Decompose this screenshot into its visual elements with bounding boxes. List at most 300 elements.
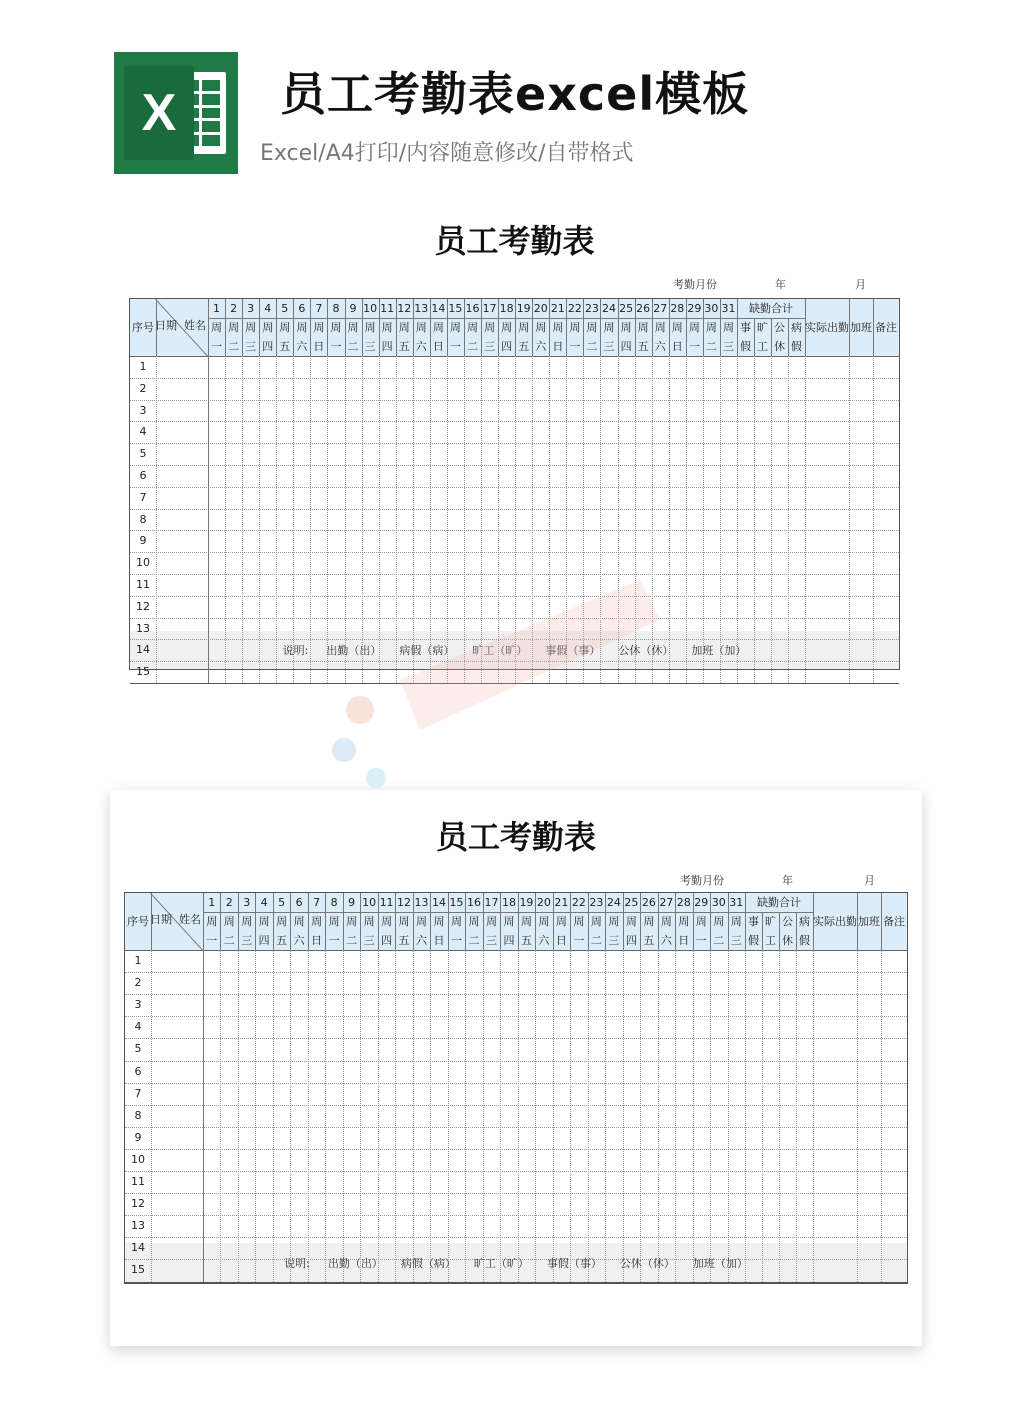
grid-line <box>796 950 797 1282</box>
grid-line <box>378 950 379 1282</box>
row-number: 13 <box>136 621 150 635</box>
page-header <box>0 0 1024 200</box>
note-item: 加班（加） <box>692 1257 748 1270</box>
month-line <box>124 862 908 892</box>
grid-line <box>125 1105 907 1106</box>
header-week-prefix: 周 <box>346 915 358 928</box>
header-week-prefix: 周 <box>660 915 672 928</box>
header-weekday: 日 <box>678 934 690 947</box>
header-day: 1 <box>213 302 221 315</box>
header-week-prefix: 周 <box>484 321 496 334</box>
header-week-prefix: 周 <box>398 321 410 334</box>
header-week-prefix: 周 <box>241 915 253 928</box>
header-weekday: 一 <box>328 934 340 947</box>
header-weekday: 一 <box>449 340 461 353</box>
header-weekday: 日 <box>433 934 445 947</box>
row-number: 5 <box>134 1042 142 1056</box>
header-weekday: 四 <box>381 340 393 353</box>
header-day: 18 <box>501 896 516 909</box>
header-actual: 实际出勤 <box>805 321 849 334</box>
row-number: 3 <box>134 998 142 1012</box>
header-day: 16 <box>465 302 480 315</box>
header-absence-type: 事 <box>740 321 751 334</box>
header-day: 10 <box>363 302 378 315</box>
note-item: 事假（事） <box>545 644 601 657</box>
header-day: 2 <box>230 302 238 315</box>
grid-line <box>762 950 763 1282</box>
attendance-table <box>124 892 908 1284</box>
header-day: 23 <box>589 896 604 909</box>
header-day: 15 <box>449 896 464 909</box>
header-week-prefix: 周 <box>228 321 240 334</box>
header-week-prefix: 周 <box>552 321 564 334</box>
grid-line <box>125 1171 907 1172</box>
row-number: 11 <box>136 578 150 591</box>
header-weekday: 一 <box>330 340 342 353</box>
header-week-prefix: 周 <box>520 915 532 928</box>
row-number: 9 <box>134 1130 142 1144</box>
header-day: 26 <box>636 302 651 315</box>
header-remark: 备注 <box>875 321 897 334</box>
note-item: 出勤（出） <box>327 1257 383 1270</box>
grid-line <box>728 950 729 1282</box>
header-weekday: 一 <box>569 340 581 353</box>
header-day: 16 <box>466 896 481 909</box>
header-weekday: 四 <box>501 340 513 353</box>
header-week-prefix: 周 <box>223 915 235 928</box>
header-day: 25 <box>619 302 634 315</box>
header-weekday: 三 <box>241 934 253 947</box>
row-number: 8 <box>134 1108 142 1122</box>
row-number: 12 <box>131 1197 145 1211</box>
grid-line <box>273 950 274 1282</box>
header-weekday: 五 <box>398 340 410 353</box>
header-weekday: 六 <box>654 340 666 353</box>
header-weekday: 一 <box>573 934 585 947</box>
grid-line <box>255 950 256 1282</box>
header-week-prefix: 周 <box>695 915 707 928</box>
note-item: 公休（休） <box>619 1257 675 1270</box>
header-day: 12 <box>397 302 412 315</box>
header-absence-type: 假 <box>748 934 759 947</box>
header-week-prefix: 周 <box>347 321 359 334</box>
attendance-sheet-2 <box>124 812 908 1284</box>
header-weekday: 一 <box>688 340 700 353</box>
header-weekday: 六 <box>296 340 308 353</box>
note-item: 公休（休） <box>618 644 674 657</box>
header-weekday: 日 <box>552 340 564 353</box>
month-line <box>129 266 900 298</box>
header-weekday: 二 <box>346 934 358 947</box>
grid-line <box>500 950 501 1282</box>
grid-line <box>125 1237 907 1238</box>
grid-line <box>553 950 554 1282</box>
note-item: 加班（加） <box>691 644 747 657</box>
grid-line <box>535 950 536 1282</box>
header-week-prefix: 周 <box>671 321 683 334</box>
header-absence-type: 病 <box>791 321 802 334</box>
header-day: 27 <box>653 302 668 315</box>
grid-line <box>570 950 571 1282</box>
row-number: 4 <box>139 425 147 439</box>
header-week-prefix: 周 <box>705 321 717 334</box>
grid-line <box>857 950 858 1282</box>
header-weekday: 六 <box>293 934 305 947</box>
header-weekday: 四 <box>620 340 632 353</box>
header-day: 8 <box>332 302 340 315</box>
month-label: 考勤月份 <box>673 278 717 291</box>
header-week-prefix: 周 <box>206 915 218 928</box>
header-week-prefix: 周 <box>468 915 480 928</box>
grid-line <box>813 950 814 1282</box>
grid-line <box>623 950 624 1282</box>
header-week-prefix: 周 <box>363 915 375 928</box>
header-weekday: 三 <box>730 934 742 947</box>
header-week-prefix: 周 <box>503 915 515 928</box>
header-weekday: 一 <box>695 934 707 947</box>
header-week-prefix: 周 <box>211 321 223 334</box>
header-day: 2 <box>225 896 233 909</box>
header-weekday: 日 <box>671 340 683 353</box>
header-day: 30 <box>704 302 719 315</box>
row-number: 15 <box>136 665 150 679</box>
header-weekday: 五 <box>637 340 649 353</box>
grid-line <box>640 950 641 1282</box>
header-week-prefix: 周 <box>381 321 393 334</box>
header-week-prefix: 周 <box>381 915 393 928</box>
grid-line <box>360 950 361 1282</box>
header-week-prefix: 周 <box>433 915 445 928</box>
header-day: 14 <box>432 896 447 909</box>
attendance-table <box>129 298 900 679</box>
header-weekday: 三 <box>363 934 375 947</box>
header-day: 31 <box>721 302 736 315</box>
header-absence-type: 工 <box>757 340 768 353</box>
grid-line <box>693 950 694 1282</box>
header-day: 8 <box>330 896 338 909</box>
row-number: 15 <box>131 1263 145 1277</box>
grid-line <box>518 950 519 1282</box>
row-number: 10 <box>131 1152 145 1166</box>
header-day: 24 <box>602 302 616 315</box>
header-week-prefix: 周 <box>620 321 632 334</box>
page-title: 员工考勤表excel模板 <box>280 67 750 121</box>
header-week-prefix: 周 <box>432 321 444 334</box>
grid-line <box>343 950 344 1282</box>
header-week-prefix: 周 <box>713 915 725 928</box>
row-number: 6 <box>139 469 147 482</box>
header-day: 13 <box>414 302 429 315</box>
header-day: 27 <box>659 896 674 909</box>
header-absence-type: 假 <box>740 340 751 353</box>
grid-line <box>125 1149 907 1150</box>
header-week-prefix: 周 <box>245 321 257 334</box>
header-name: 姓名 <box>184 318 206 332</box>
header-weekday: 二 <box>586 340 598 353</box>
header-weekday: 二 <box>228 340 240 353</box>
header-weekday: 五 <box>520 934 532 947</box>
excel-icon: X <box>141 84 177 142</box>
header-seq: 序号 <box>132 321 154 334</box>
header-day: 20 <box>536 896 551 909</box>
header-day: 29 <box>694 896 709 909</box>
grid-line <box>308 950 309 1282</box>
grid-line <box>588 950 589 1282</box>
header-weekday: 二 <box>590 934 602 947</box>
grid-line <box>675 950 676 1282</box>
header-absence-type: 假 <box>791 340 802 353</box>
grid-line <box>430 950 431 1282</box>
grid-line <box>779 950 780 1282</box>
grid-line <box>220 950 221 1282</box>
header-day: 10 <box>362 896 377 909</box>
grid-line <box>125 972 907 973</box>
header-day: 6 <box>298 302 306 315</box>
header-week-prefix: 周 <box>678 915 690 928</box>
header-weekday: 六 <box>416 934 428 947</box>
header-weekday: 三 <box>484 340 496 353</box>
note-item: 事假（事） <box>546 1257 602 1270</box>
note-item: 旷工（旷） <box>472 644 528 657</box>
header-week-prefix: 周 <box>415 321 427 334</box>
header-weekday: 四 <box>258 934 270 947</box>
header-day: 11 <box>380 302 395 315</box>
row-number: 14 <box>136 643 150 657</box>
row-number: 12 <box>136 599 150 613</box>
header-day: 21 <box>554 896 569 909</box>
row-number: 5 <box>139 447 147 461</box>
header-day: 4 <box>260 896 268 909</box>
header-week-prefix: 周 <box>449 321 461 334</box>
grid-line <box>710 950 711 1282</box>
row-number: 13 <box>131 1219 145 1233</box>
header-week-prefix: 周 <box>279 321 291 334</box>
excel-logo <box>114 52 238 174</box>
grid-line <box>125 1038 907 1039</box>
header-day: 30 <box>711 896 726 909</box>
header-seq: 序号 <box>127 915 149 928</box>
header-date: 日期 <box>150 912 172 926</box>
header-day: 17 <box>482 302 497 315</box>
grid-line <box>125 1083 907 1084</box>
header-absence-type: 事 <box>748 915 759 928</box>
header-week-prefix: 周 <box>364 321 376 334</box>
header-day: 31 <box>729 896 744 909</box>
legend-note <box>130 631 899 669</box>
header-day: 4 <box>264 302 272 315</box>
header-remark: 备注 <box>883 915 905 928</box>
header-week-prefix: 周 <box>328 915 340 928</box>
header-week-prefix: 周 <box>518 321 530 334</box>
header-day: 19 <box>516 302 531 315</box>
header-weekday: 五 <box>276 934 288 947</box>
header-absence-total: 缺勤合计 <box>757 896 801 909</box>
grid-line <box>325 950 326 1282</box>
header-week-prefix: 周 <box>501 321 513 334</box>
header-day: 6 <box>295 896 303 909</box>
year-label: 年 <box>775 278 786 291</box>
header-absence-type: 假 <box>799 934 810 947</box>
grid-line <box>290 950 291 1282</box>
grid-line <box>745 950 746 1282</box>
header-week-prefix: 周 <box>654 321 666 334</box>
header-day: 26 <box>641 896 656 909</box>
header-week-prefix: 周 <box>688 321 700 334</box>
header-weekday: 六 <box>660 934 672 947</box>
header-overtime: 加班 <box>858 915 880 928</box>
note-item: 旷工（旷） <box>473 1257 529 1270</box>
month-label: 考勤月份 <box>680 874 724 887</box>
row-number: 2 <box>139 381 147 395</box>
header-weekday: 日 <box>313 340 325 353</box>
header-week-prefix: 周 <box>313 321 325 334</box>
header-day: 9 <box>348 896 356 909</box>
grid-line <box>395 950 396 1282</box>
sheet-title: 员工考勤表 <box>434 222 595 260</box>
grid-line <box>605 950 606 1282</box>
header-name: 姓名 <box>179 912 201 926</box>
header-weekday: 五 <box>643 934 655 947</box>
header-weekday: 日 <box>432 340 444 353</box>
header-absence-type: 旷 <box>765 915 776 928</box>
row-number: 10 <box>136 556 150 570</box>
header-actual: 实际出勤 <box>813 915 857 928</box>
header-weekday: 四 <box>262 340 274 353</box>
grid-line <box>203 893 204 1282</box>
row-number: 1 <box>139 360 147 373</box>
header-day: 17 <box>484 896 499 909</box>
grid-line <box>208 299 209 683</box>
header-weekday: 三 <box>603 340 615 353</box>
note-item: 病假（病） <box>399 644 455 657</box>
row-number: 7 <box>134 1086 142 1100</box>
header-weekday: 六 <box>415 340 427 353</box>
header-weekday: 一 <box>206 934 218 947</box>
header-week-prefix: 周 <box>535 321 547 334</box>
header-day: 25 <box>624 896 639 909</box>
header-week-prefix: 周 <box>296 321 308 334</box>
header-day: 3 <box>243 896 251 909</box>
header-day: 15 <box>448 302 463 315</box>
header-week-prefix: 周 <box>538 915 550 928</box>
header-day: 29 <box>687 302 702 315</box>
header-day: 14 <box>431 302 446 315</box>
header-weekday: 二 <box>223 934 235 947</box>
header-week-prefix: 周 <box>276 915 288 928</box>
header-week-prefix: 周 <box>555 915 567 928</box>
grid-line <box>881 950 882 1282</box>
header-week-prefix: 周 <box>466 321 478 334</box>
header-weekday: 二 <box>347 340 359 353</box>
row-number: 14 <box>131 1241 145 1255</box>
header-day: 21 <box>550 302 565 315</box>
header-weekday: 三 <box>608 934 620 947</box>
header-day: 28 <box>676 896 691 909</box>
grid-line <box>151 950 152 1282</box>
header-week-prefix: 周 <box>643 915 655 928</box>
header-week-prefix: 周 <box>416 915 428 928</box>
grid-line <box>465 950 466 1282</box>
row-number: 1 <box>134 954 142 967</box>
row-number: 2 <box>134 976 142 990</box>
header-absence-type: 病 <box>799 915 810 928</box>
header-week-prefix: 周 <box>330 321 342 334</box>
row-number: 9 <box>139 534 147 548</box>
header-week-prefix: 周 <box>608 915 620 928</box>
header-absence-type: 工 <box>765 934 776 947</box>
header-weekday: 日 <box>555 934 567 947</box>
header-week-prefix: 周 <box>625 915 637 928</box>
header-absence-type: 公 <box>774 321 785 334</box>
grid-line <box>125 1016 907 1017</box>
grid-line <box>413 950 414 1282</box>
legend-note <box>125 1243 907 1283</box>
month-unit-label: 月 <box>855 278 866 291</box>
header-day: 20 <box>533 302 548 315</box>
header-day: 23 <box>584 302 599 315</box>
note-item: 出勤（出） <box>326 644 382 657</box>
header-weekday: 六 <box>538 934 550 947</box>
header-day: 1 <box>208 896 216 909</box>
header-weekday: 一 <box>211 340 223 353</box>
header-day: 5 <box>278 896 286 909</box>
header-week-prefix: 周 <box>258 915 270 928</box>
header-weekday: 三 <box>722 340 734 353</box>
header-weekday: 二 <box>468 934 480 947</box>
header-week-prefix: 周 <box>586 321 598 334</box>
grid-line <box>658 950 659 1282</box>
grid-line <box>238 950 239 1282</box>
header-week-prefix: 周 <box>590 915 602 928</box>
header-day: 3 <box>247 302 255 315</box>
header-weekday: 五 <box>518 340 530 353</box>
row-number: 4 <box>134 1020 142 1034</box>
header-weekday: 二 <box>705 340 717 353</box>
header-week-prefix: 周 <box>311 915 323 928</box>
grid-line <box>125 950 907 951</box>
header-day: 28 <box>670 302 685 315</box>
grid-line <box>125 1127 907 1128</box>
header-date: 日期 <box>155 318 177 332</box>
month-unit-label: 月 <box>864 874 875 887</box>
header-weekday: 四 <box>625 934 637 947</box>
grid-line <box>125 1061 907 1062</box>
header-week-prefix: 周 <box>569 321 581 334</box>
header-week-prefix: 周 <box>451 915 462 928</box>
header-week-prefix: 周 <box>485 915 497 928</box>
grid-line <box>125 1215 907 1216</box>
header-absence-type: 公 <box>782 915 793 928</box>
header-absence-total: 缺勤合计 <box>749 302 793 315</box>
header-weekday: 六 <box>535 340 547 353</box>
header-weekday: 三 <box>364 340 376 353</box>
header-weekday: 四 <box>503 934 515 947</box>
header-weekday: 日 <box>311 934 323 947</box>
header-day: 22 <box>567 302 582 315</box>
header-day: 9 <box>349 302 357 315</box>
note-label: 说明: <box>284 1257 310 1270</box>
header-week-prefix: 周 <box>722 321 734 334</box>
header-week-prefix: 周 <box>293 915 305 928</box>
row-number: 7 <box>139 490 147 504</box>
row-number: 8 <box>139 512 147 526</box>
year-label: 年 <box>782 874 793 887</box>
row-number: 6 <box>134 1064 142 1078</box>
header-day: 12 <box>397 896 412 909</box>
page-subtitle: Excel/A4打印/内容随意修改/自带格式 <box>260 141 634 166</box>
header-absence-type: 休 <box>774 340 785 353</box>
header-day: 24 <box>606 896 621 909</box>
